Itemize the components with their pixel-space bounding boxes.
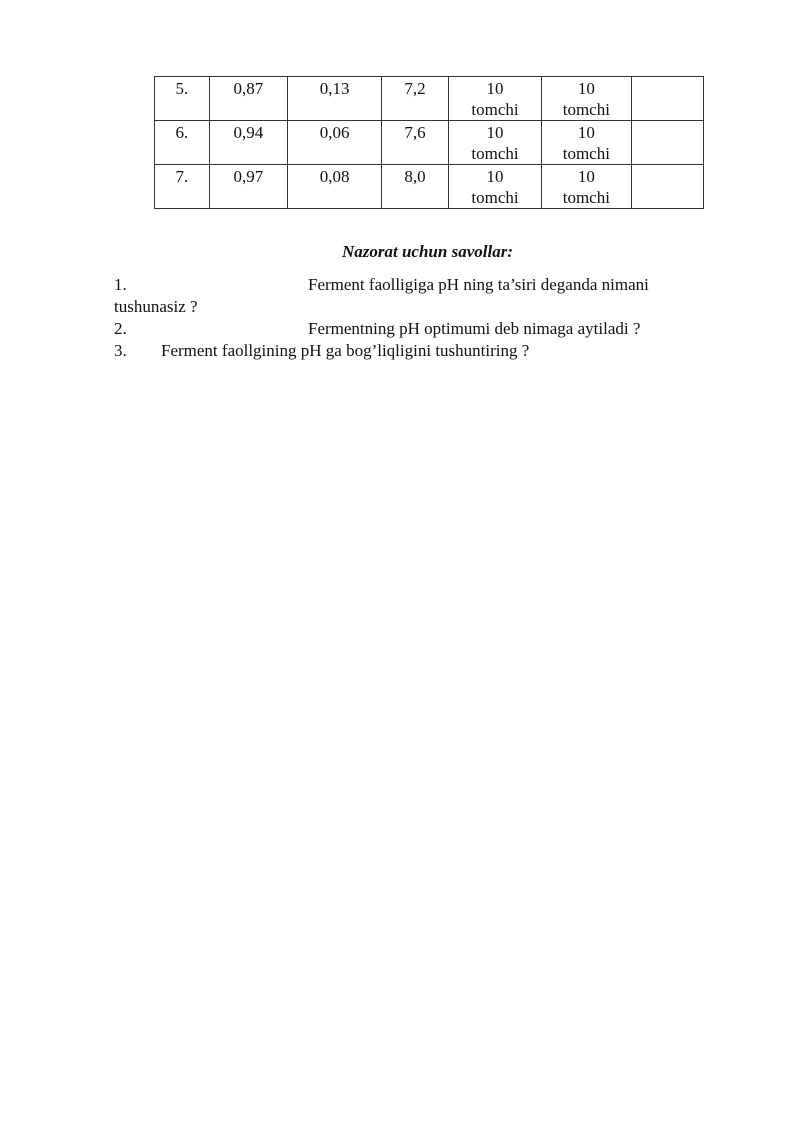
- drops-count: 10: [486, 167, 504, 186]
- drops-count: 10: [577, 79, 595, 98]
- drops-unit: tomchi: [471, 100, 519, 119]
- row-number-cell: 7.: [155, 165, 210, 209]
- drops-cell: [541, 77, 631, 121]
- drops-cell: [541, 121, 631, 165]
- row-number-cell: 5.: [155, 77, 210, 121]
- table-row: [155, 77, 704, 121]
- value-b-cell: 0,08: [288, 165, 382, 209]
- value-a-cell: 0,97: [209, 165, 287, 209]
- question-number: 1.: [114, 275, 127, 294]
- drops-cell: [541, 165, 631, 209]
- value-a-cell: 0,87: [209, 77, 287, 121]
- section-heading: Nazorat uchun savollar:: [342, 242, 513, 261]
- results-table: [154, 76, 704, 209]
- drops-cell: [449, 77, 542, 121]
- empty-cell: [631, 165, 703, 209]
- question-number: 3.: [114, 341, 127, 360]
- question-text: Ferment faolligiga pH ning ta’siri deganda nimani: [308, 275, 649, 294]
- drops-cell: [449, 165, 542, 209]
- table-row: [155, 121, 704, 165]
- drops-unit: tomchi: [562, 144, 610, 163]
- row-number-cell: 6.: [155, 121, 210, 165]
- drops-unit: tomchi: [471, 144, 519, 163]
- question-number: 2.: [114, 319, 127, 338]
- drops-unit: tomchi: [562, 100, 610, 119]
- value-b-cell: 0,13: [288, 77, 382, 121]
- table-row: [155, 165, 704, 209]
- empty-cell: [631, 121, 703, 165]
- ph-cell: 7,6: [382, 121, 449, 165]
- question-text-continued: tushunasiz ?: [114, 297, 198, 316]
- empty-cell: [631, 77, 703, 121]
- question-text: Fermentning pH optimumi deb nimaga aytiladi ?: [308, 319, 641, 338]
- value-b-cell: 0,06: [288, 121, 382, 165]
- ph-cell: 8,0: [382, 165, 449, 209]
- ph-cell: 7,2: [382, 77, 449, 121]
- drops-count: 10: [486, 123, 504, 142]
- drops-count: 10: [486, 79, 504, 98]
- drops-count: 10: [577, 123, 595, 142]
- drops-count: 10: [577, 167, 595, 186]
- drops-cell: [449, 121, 542, 165]
- drops-unit: tomchi: [471, 188, 519, 207]
- question-text: Ferment faollgining pH ga bog’liqligini tushuntiring ?: [161, 341, 530, 360]
- value-a-cell: 0,94: [209, 121, 287, 165]
- drops-unit: tomchi: [562, 188, 610, 207]
